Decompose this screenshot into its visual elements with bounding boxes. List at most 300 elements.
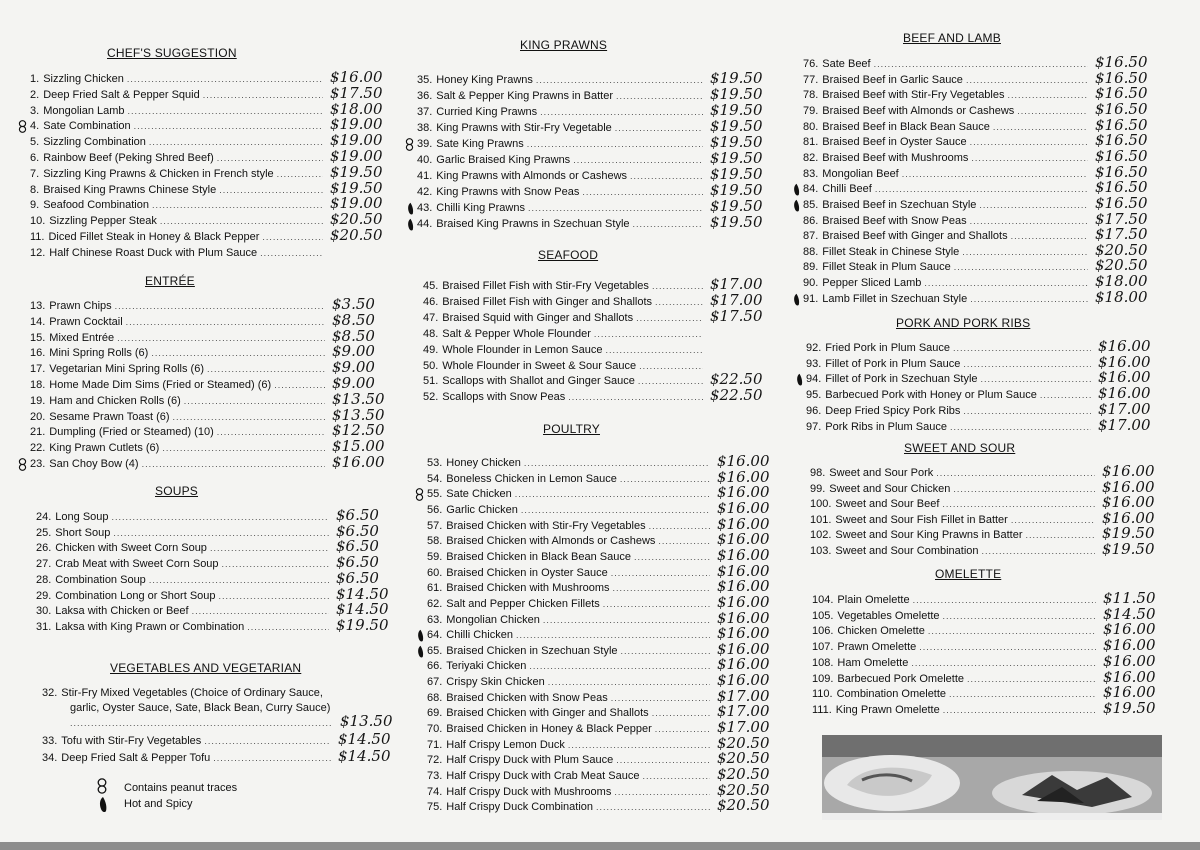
item-number: 85. (803, 199, 819, 211)
item-price: $3.50 (332, 295, 375, 313)
item-price: $20.50 (717, 734, 770, 752)
list-item (803, 57, 1091, 72)
list-item (427, 487, 713, 502)
leader-dots (967, 672, 1096, 687)
item-name: Braised Chicken in Szechuan Style (446, 645, 618, 657)
item-price: $19.50 (1102, 524, 1155, 542)
item-name: Fillet of Pork in Szechuan Style (825, 373, 978, 385)
item-number: 79. (803, 105, 819, 117)
item-price: $19.50 (710, 181, 763, 199)
item-number: 5. (30, 136, 40, 148)
list-item (427, 691, 713, 706)
item-number: 21. (30, 426, 46, 438)
item-name: Braised Chicken with Stir-Fry Vegetables (446, 520, 646, 532)
item-number: 111. (812, 704, 832, 716)
leader-dots (924, 276, 1088, 291)
list-item (417, 153, 706, 168)
list-item (427, 628, 713, 643)
list-item (803, 260, 1091, 275)
item-number: 8. (30, 184, 40, 196)
list-item (806, 404, 1094, 419)
list-item (427, 534, 713, 549)
item-number: 99. (810, 483, 826, 495)
item-name: Mongolian Chicken (446, 614, 540, 626)
section-title-seafood: SEAFOOD (538, 248, 599, 262)
item-price: $17.00 (717, 718, 770, 736)
item-number: 87. (803, 230, 819, 242)
item-name: Ham and Chicken Rolls (6) (49, 395, 181, 407)
item-name: Sweet and Sour Chicken (829, 483, 951, 495)
leader-dots (516, 628, 710, 643)
leader-dots (524, 456, 710, 471)
item-name: Short Soup (55, 527, 111, 539)
list-item-continuation (70, 701, 370, 716)
item-price: $19.50 (710, 101, 763, 119)
item-price: $16.00 (330, 68, 383, 86)
item-number: 98. (810, 467, 826, 479)
section-title-soups: SOUPS (155, 484, 199, 498)
item-number: 16. (30, 347, 46, 359)
list-item (427, 785, 713, 800)
item-number: 22. (30, 442, 46, 454)
item-name: Braised Chicken in Oyster Sauce (446, 567, 608, 579)
item-price: $16.50 (1095, 116, 1148, 134)
item-number: 1. (30, 73, 40, 85)
list-item (803, 229, 1091, 244)
item-price: $19.50 (1102, 540, 1155, 558)
list-item (30, 246, 326, 261)
item-name: Braised Beef in Szechuan Style (822, 199, 977, 211)
leader-dots (970, 135, 1088, 150)
leader-dots (568, 390, 703, 405)
leader-dots (611, 691, 710, 706)
item-name: King Prawns with Snow Peas (436, 186, 580, 198)
list-item (803, 120, 1091, 135)
list-item (30, 214, 326, 229)
item-number: 33. (42, 735, 58, 747)
leader-dots (219, 589, 329, 604)
item-price: $16.00 (717, 468, 770, 486)
item-name: Braised Squid with Ginger and Shallots (442, 312, 634, 324)
item-name: Sate King Prawns (436, 138, 524, 150)
leader-dots (128, 104, 323, 119)
item-name: San Choy Bow (4) (49, 458, 139, 470)
item-name: Deep Fried Spicy Pork Ribs (825, 405, 961, 417)
leader-dots (529, 659, 710, 674)
item-number: 75. (427, 801, 443, 813)
item-number: 32. (42, 687, 58, 699)
item-number: 48. (423, 328, 439, 340)
leader-dots (971, 151, 1088, 166)
leader-dots (1040, 388, 1091, 403)
item-number: 78. (803, 89, 819, 101)
list-item (36, 604, 332, 619)
list-item (427, 503, 713, 518)
list-item (812, 703, 1099, 718)
item-number: 45. (423, 280, 439, 292)
item-price: $16.00 (1098, 384, 1151, 402)
item-price: $20.50 (717, 796, 770, 814)
list-item (812, 624, 1099, 639)
item-price: $16.50 (1095, 84, 1148, 102)
leader-dots (126, 315, 325, 330)
item-price: $17.50 (330, 84, 383, 102)
item-price: $19.50 (330, 163, 383, 181)
leader-dots (953, 341, 1091, 356)
item-name: Braised Beef in Garlic Sauce (822, 74, 963, 86)
item-number: 103. (810, 545, 832, 557)
list-item (803, 245, 1091, 260)
item-price: $19.50 (710, 133, 763, 151)
item-number: 3. (30, 105, 40, 117)
list-item (30, 167, 326, 182)
list-item (30, 299, 328, 314)
item-name: Braised Chicken with Mushrooms (446, 582, 610, 594)
list-item (810, 497, 1098, 512)
item-number: 101. (810, 514, 832, 526)
leader-dots (603, 597, 710, 612)
item-price: $16.00 (717, 655, 770, 673)
leader-dots (639, 359, 703, 374)
list-item (812, 687, 1099, 702)
item-price: $16.00 (1103, 652, 1156, 670)
item-name: Half Crispy Duck with Plum Sauce (446, 754, 614, 766)
item-name: King Prawn Omelette (835, 704, 940, 716)
leader-dots (655, 295, 703, 310)
list-item (36, 589, 332, 604)
item-number: 10. (30, 215, 46, 227)
chilli-icon (405, 202, 416, 219)
item-number: 56. (427, 504, 443, 516)
item-price: $12.50 (332, 421, 385, 439)
item-name: Honey Chicken (446, 457, 521, 469)
item-number: 105. (812, 610, 834, 622)
list-item (803, 135, 1091, 150)
item-price: $17.50 (710, 307, 763, 325)
item-price: $22.50 (710, 386, 763, 404)
leader-dots (113, 526, 329, 541)
item-number: 107. (812, 641, 834, 653)
item-number: 49. (423, 344, 439, 356)
item-price: $16.00 (717, 515, 770, 533)
item-number: 17. (30, 363, 46, 375)
item-price: $19.50 (710, 197, 763, 215)
leader-dots (247, 620, 329, 635)
leader-dots (594, 327, 703, 342)
item-number: 29. (36, 590, 52, 602)
food-photo (822, 735, 1162, 820)
list-item (810, 528, 1098, 543)
item-name: Sweet and Sour Beef (835, 498, 940, 510)
item-number: 57. (427, 520, 443, 532)
section-title-veg: VEGETABLES AND VEGETARIAN (110, 661, 302, 675)
item-price: $6.50 (336, 553, 379, 571)
item-name: Fillet Steak in Chinese Style (822, 246, 960, 258)
leader-dots (963, 404, 1091, 419)
item-number: 25. (36, 527, 52, 539)
item-number: 82. (803, 152, 819, 164)
item-number: 90. (803, 277, 819, 289)
peanut-icon (415, 488, 424, 504)
leader-dots (115, 299, 325, 314)
leader-dots (652, 279, 703, 294)
item-price: $9.00 (332, 358, 375, 376)
item-name: Half Crispy Lemon Duck (446, 739, 565, 751)
list-item (812, 640, 1099, 655)
item-name: Garlic Braised King Prawns (436, 154, 571, 166)
list-item (36, 573, 332, 588)
item-name: Half Crispy Duck with Crab Meat Sauce (446, 770, 640, 782)
item-number: 41. (417, 170, 433, 182)
item-price: $20.50 (330, 210, 383, 228)
item-name: Scallops with Shallot and Ginger Sauce (442, 375, 635, 387)
leader-dots (536, 73, 703, 88)
item-number: 24. (36, 511, 52, 523)
leader-dots (913, 593, 1096, 608)
item-name: Fried Pork in Plum Sauce (825, 342, 951, 354)
item-name: Braised Chicken with Snow Peas (446, 692, 608, 704)
list-item (427, 519, 713, 534)
item-name: Garlic Chicken (446, 504, 518, 516)
item-number: 23. (30, 458, 46, 470)
list-item (42, 734, 334, 749)
item-number: 70. (427, 723, 443, 735)
leader-dots (928, 624, 1096, 639)
item-number: 76. (803, 58, 819, 70)
leader-dots (963, 357, 1091, 372)
item-number: 38. (417, 122, 433, 134)
item-price: $16.00 (717, 577, 770, 595)
item-price: $17.00 (1098, 416, 1151, 434)
leader-dots (943, 703, 1096, 718)
item-number: 9. (30, 199, 40, 211)
item-price: $16.00 (717, 530, 770, 548)
leader-dots (1008, 88, 1089, 103)
item-price: $19.00 (330, 115, 383, 133)
section-title-prawns: KING PRAWNS (520, 38, 608, 52)
leader-dots (217, 151, 323, 166)
leader-dots (207, 362, 325, 377)
list-item (417, 105, 706, 120)
item-price: $16.50 (1095, 147, 1148, 165)
item-name: Braised Chicken in Honey & Black Pepper (446, 723, 652, 735)
item-number: 86. (803, 215, 819, 227)
leader-dots (112, 510, 329, 525)
list-item (42, 751, 334, 766)
item-price: $16.00 (332, 453, 385, 471)
item-name: Salt & Pepper Whole Flounder (442, 328, 591, 340)
item-name: Fillet Steak in Plum Sauce (822, 261, 951, 273)
leader-dots (911, 656, 1096, 671)
leader-dots (970, 292, 1088, 307)
item-price: $19.50 (710, 165, 763, 183)
item-number: 109. (812, 673, 834, 685)
item-number: 14. (30, 316, 46, 328)
chilli-icon (791, 183, 802, 200)
list-item (810, 513, 1098, 528)
item-price: $16.00 (1103, 620, 1156, 638)
list-item (427, 644, 713, 659)
leader-dots (543, 613, 710, 628)
leader-dots (615, 121, 703, 136)
item-number: 52. (423, 391, 439, 403)
list-item (803, 214, 1091, 229)
item-name: Sweet and Sour Combination (835, 545, 979, 557)
item-number: 59. (427, 551, 443, 563)
item-number: 35. (417, 74, 433, 86)
item-name: Barbecued Pork with Honey or Plum Sauce (825, 389, 1037, 401)
item-name: Prawn Omelette (837, 641, 917, 653)
leader-dots (521, 503, 710, 518)
leader-dots (942, 497, 1095, 512)
item-name: Braised Chicken with Almonds or Cashews (446, 535, 656, 547)
item-name: Mini Spring Rolls (6) (49, 347, 149, 359)
item-name: Mongolian Beef (822, 168, 899, 180)
item-price: $19.50 (1103, 699, 1156, 717)
item-number: 68. (427, 692, 443, 704)
leader-dots (117, 331, 325, 346)
item-price: $17.00 (1098, 400, 1151, 418)
list-item (30, 230, 326, 245)
list-item (417, 121, 706, 136)
list-item (427, 659, 713, 674)
item-number: 92. (806, 342, 822, 354)
item-name: Prawn Cocktail (49, 316, 123, 328)
item-name-continued: garlic, Oyster Sauce, Sate, Black Bean, Curry Sauce) (70, 702, 331, 714)
leader-dots (606, 343, 703, 358)
list-item (30, 104, 326, 119)
item-price: $19.50 (330, 179, 383, 197)
list-item (810, 482, 1098, 497)
item-price: $13.50 (340, 712, 393, 730)
item-price: $16.00 (717, 593, 770, 611)
item-price: $19.00 (330, 131, 383, 149)
list-item (423, 311, 706, 326)
leader-dots (573, 153, 703, 168)
item-name: Vegetarian Mini Spring Rolls (6) (49, 363, 204, 375)
list-item (36, 510, 332, 525)
list-item (427, 581, 713, 596)
item-price: $20.50 (1095, 241, 1148, 259)
item-price: $16.50 (1095, 53, 1148, 71)
item-name: Sweet and Sour Fish Fillet in Batter (835, 514, 1008, 526)
list-item (36, 620, 332, 635)
item-price: $6.50 (336, 537, 379, 555)
list-item (30, 183, 326, 198)
chilli-icon (97, 796, 109, 817)
item-price: $16.00 (1102, 478, 1155, 496)
section-title-beef: BEEF AND LAMB (903, 31, 1001, 45)
item-number: 91. (803, 293, 819, 305)
list-item (806, 420, 1094, 435)
item-price: $15.00 (332, 437, 385, 455)
list-item (812, 656, 1099, 671)
item-number: 80. (803, 121, 819, 133)
item-number: 11. (30, 231, 45, 243)
table-edge (0, 842, 1200, 850)
item-name: Braised Chicken with Ginger and Shallots (446, 707, 649, 719)
section-title-sweetsour: SWEET AND SOUR (904, 441, 1016, 455)
item-number: 12. (30, 247, 46, 259)
item-price: $17.00 (710, 291, 763, 309)
item-name: Teriyaki Chicken (446, 660, 527, 672)
item-number: 55. (427, 488, 443, 500)
item-number: 58. (427, 535, 443, 547)
item-price: $16.00 (717, 624, 770, 642)
item-price: $19.50 (710, 85, 763, 103)
item-number: 100. (810, 498, 832, 510)
item-price: $16.50 (1095, 194, 1148, 212)
leader-dots (993, 120, 1088, 135)
legend-spicy: Hot and Spicy (124, 798, 193, 810)
item-name: Chilli Chicken (446, 629, 513, 641)
item-name: Braised Chicken in Black Bean Sauce (446, 551, 631, 563)
item-name: Barbecued Pork Omelette (837, 673, 964, 685)
list-item (810, 466, 1098, 481)
leader-dots (966, 73, 1088, 88)
item-name: Honey King Prawns (436, 74, 533, 86)
item-name: Braised Beef with Almonds or Cashews (822, 105, 1015, 117)
peanut-icon (18, 120, 27, 136)
list-item (812, 609, 1099, 624)
item-number: 27. (36, 558, 52, 570)
item-number: 95. (806, 389, 822, 401)
leader-dots (582, 185, 703, 200)
item-number: 39. (417, 138, 433, 150)
item-price: $13.50 (332, 406, 385, 424)
list-item (803, 198, 1091, 213)
leader-dots (616, 89, 703, 104)
item-price: $16.00 (1102, 462, 1155, 480)
item-name: Sate Beef (822, 58, 871, 70)
list-item (423, 343, 706, 358)
item-price: $16.50 (1095, 131, 1148, 149)
item-price: $20.50 (330, 226, 383, 244)
list-item (423, 279, 706, 294)
item-price: $17.00 (717, 702, 770, 720)
legend-peanut: Contains peanut traces (124, 782, 238, 794)
list-item (30, 346, 328, 361)
list-item (30, 331, 328, 346)
chilli-icon (791, 293, 802, 310)
item-name: Chilli Beef (822, 183, 872, 195)
item-number: 36. (417, 90, 433, 102)
list-item (30, 378, 328, 393)
item-number: 84. (803, 183, 819, 195)
item-name: Laksa with King Prawn or Combination (55, 621, 245, 633)
item-price: $16.50 (1095, 69, 1148, 87)
leader-dots (943, 609, 1096, 624)
item-number: 30. (36, 605, 52, 617)
item-name: Half Crispy Duck with Mushrooms (446, 786, 612, 798)
leader-dots (260, 246, 323, 261)
list-item (423, 359, 706, 374)
list-item (427, 769, 713, 784)
list-item (427, 472, 713, 487)
item-price: $20.50 (717, 749, 770, 767)
item-name: Braised Fillet Fish with Stir-Fry Vegetables (442, 280, 649, 292)
leader-dots (184, 394, 325, 409)
list-item (423, 327, 706, 342)
leader-dots (620, 472, 710, 487)
leader-dots (979, 198, 1088, 213)
leader-dots (222, 557, 329, 572)
item-name: Sesame Prawn Toast (6) (49, 411, 170, 423)
list-item (30, 151, 326, 166)
item-name: Pork Ribs in Plum Sauce (825, 421, 947, 433)
item-number: 7. (30, 168, 40, 180)
item-price: $16.00 (1098, 337, 1151, 355)
